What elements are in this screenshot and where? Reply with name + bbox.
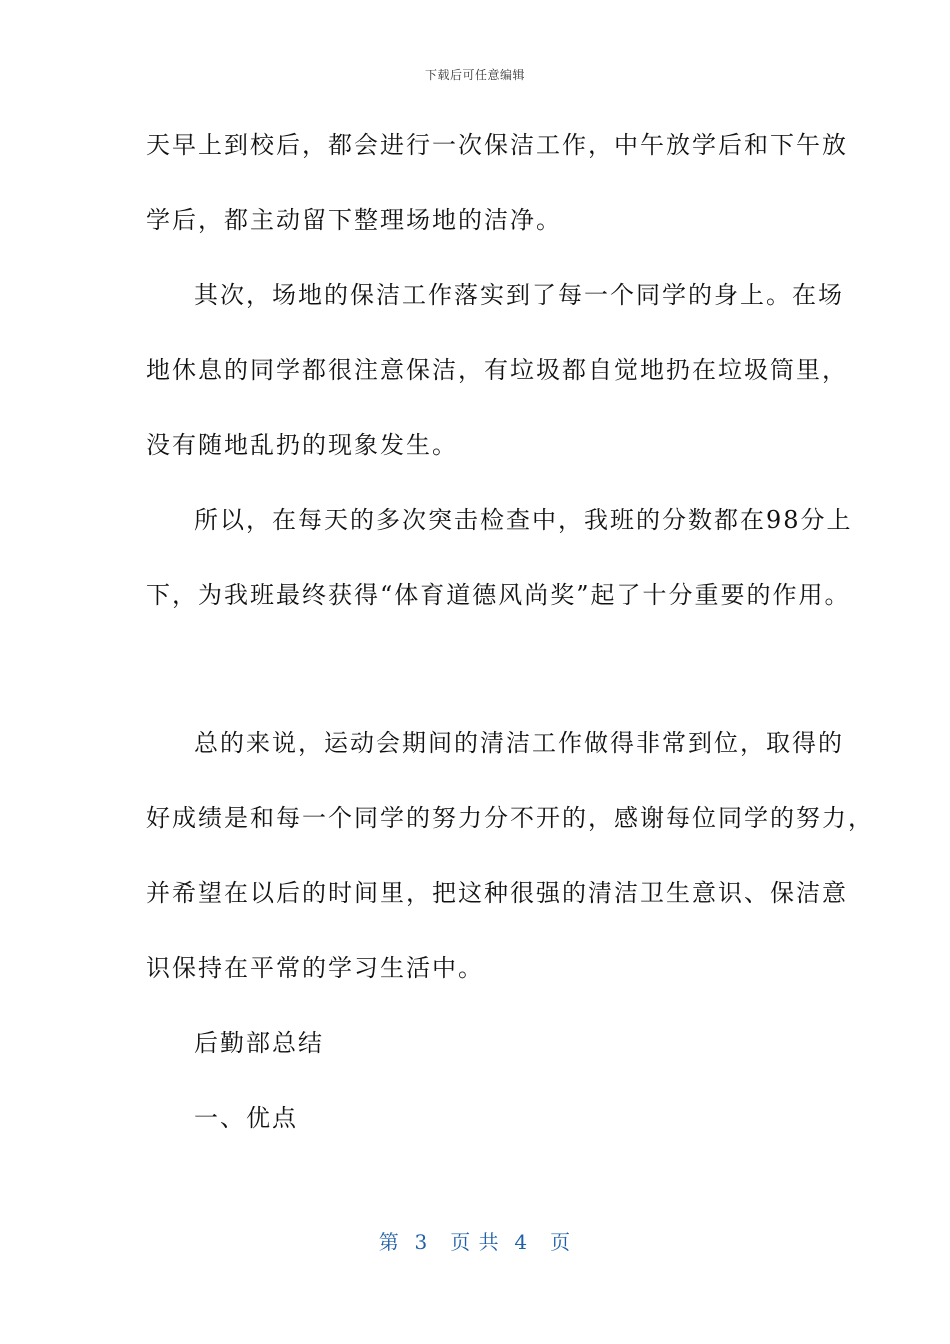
paragraph-line: 好成绩是和每一个同学的努力分不开的，感谢每位同学的努力， bbox=[146, 804, 874, 832]
section-heading: 后勤部总结 bbox=[194, 1029, 324, 1057]
paragraph-line: 地休息的同学都很注意保洁，有垃圾都自觉地扔在垃圾筒里， bbox=[146, 356, 848, 384]
paragraph-line: 识保持在平常的学习生活中。 bbox=[146, 954, 484, 982]
page-header: 下载后可任意编辑 bbox=[424, 68, 525, 82]
paragraph-line: 其次，场地的保洁工作落实到了每一个同学的身上。在场 bbox=[194, 281, 844, 309]
page-number-footer: 第 3 页 共 4 页 bbox=[378, 1230, 572, 1254]
paragraph-line: 总的来说，运动会期间的清洁工作做得非常到位，取得的 bbox=[194, 729, 844, 757]
paragraph-line: 所以，在每天的多次突击检查中，我班的分数都在98分上 bbox=[194, 506, 853, 534]
paragraph-line: 没有随地乱扔的现象发生。 bbox=[146, 431, 458, 459]
paragraph-line: 并希望在以后的时间里，把这种很强的清洁卫生意识、保洁意 bbox=[146, 879, 848, 907]
section-subheading: 一、优点 bbox=[194, 1104, 298, 1132]
paragraph-line: 下，为我班最终获得“体育道德风尚奖”起了十分重要的作用。 bbox=[146, 581, 851, 609]
paragraph-line: 天早上到校后，都会进行一次保洁工作，中午放学后和下午放 bbox=[146, 131, 848, 159]
paragraph-line: 学后，都主动留下整理场地的洁净。 bbox=[146, 206, 562, 234]
